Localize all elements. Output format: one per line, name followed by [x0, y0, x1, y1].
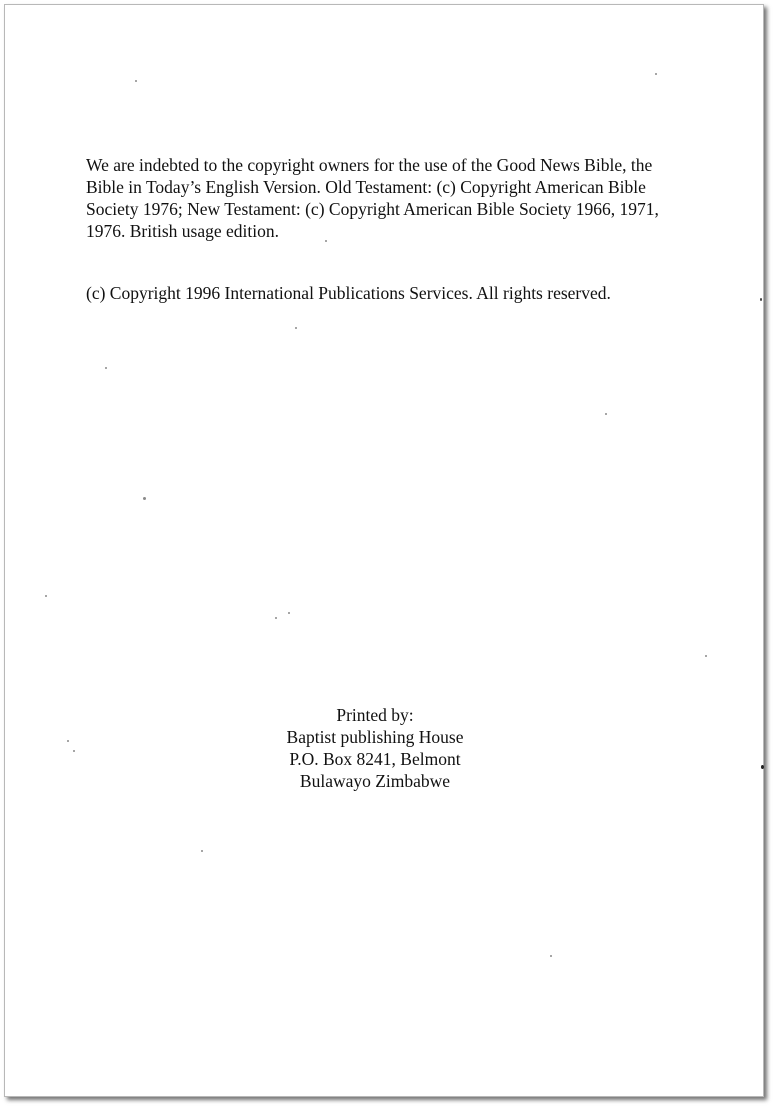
scan-speck — [105, 367, 107, 369]
scan-speck — [288, 612, 290, 614]
document-page — [4, 4, 764, 1097]
scan-speck — [605, 413, 607, 415]
acknowledgement-line: Society 1976; New Testament: (c) Copyright American Bible Society 1966, 1971, — [86, 199, 659, 219]
acknowledgement-line: 1976. British usage edition. — [86, 221, 279, 241]
scan-speck — [761, 765, 764, 769]
scan-speck — [135, 80, 137, 82]
printer-line: Printed by: — [336, 705, 414, 725]
scan-speck — [295, 327, 297, 329]
scan-speck — [550, 955, 552, 957]
scan-speck — [201, 850, 203, 852]
scan-speck — [705, 655, 707, 657]
scan-speck — [275, 617, 277, 619]
scan-speck — [67, 740, 69, 742]
printer-address-block — [255, 704, 495, 792]
scan-speck — [655, 73, 657, 75]
printer-line: P.O. Box 8241, Belmont — [289, 749, 461, 769]
scan-speck — [325, 240, 327, 242]
copyright-notice: (c) Copyright 1996 International Publications Services. All rights reserved. — [86, 283, 611, 303]
printer-line: Baptist publishing House — [286, 727, 464, 747]
scan-speck — [45, 595, 47, 597]
acknowledgement-paragraph — [86, 154, 706, 242]
scan-speck — [73, 750, 75, 752]
scan-speck — [143, 497, 146, 500]
acknowledgement-line: Bible in Today’s English Version. Old Testament: (c) Copyright American Bible — [86, 177, 646, 197]
scan-speck — [760, 298, 762, 301]
acknowledgement-line: We are indebted to the copyright owners for the use of the Good News Bible, the — [86, 155, 653, 175]
printer-line: Bulawayo Zimbabwe — [299, 771, 451, 791]
